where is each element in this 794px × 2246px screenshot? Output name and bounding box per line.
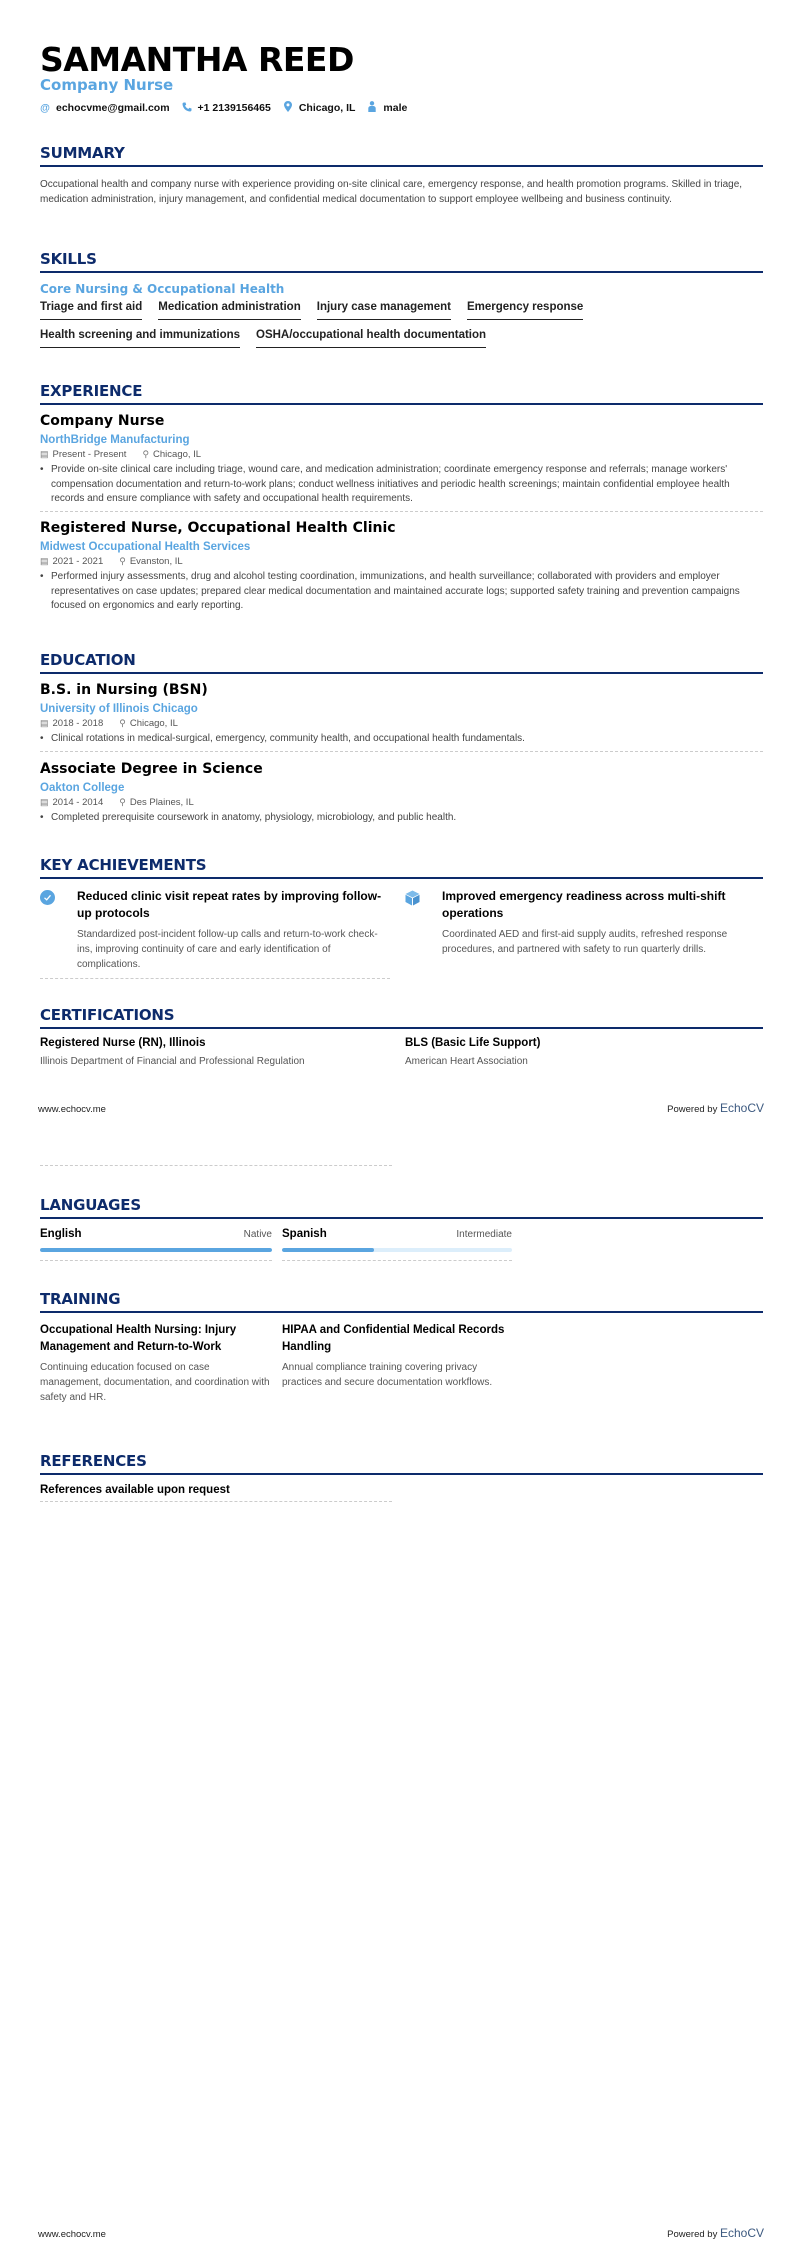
experience-entry [40, 413, 763, 512]
bullet-text: Provide on-site clinical care including triage, wound care, and medication administration; coordinate emergency response and referrals; manage workers' compensation documentation and return-to-work plans; conduct wellness initiatives and periodic health screenings; maintain confidential employee health records and ensure compliance with safety and occupational health requirements. [51, 464, 730, 504]
brand-name: EchoCV [719, 2226, 764, 2240]
check-circle-icon [40, 890, 55, 905]
training-item [40, 1322, 272, 1405]
training-title: HIPAA and Confidential Medical Records Handling [282, 1324, 505, 1353]
skill-tag: OSHA/occupational health documentation [256, 329, 486, 348]
entry-meta [40, 797, 763, 808]
language-name: Spanish [282, 1228, 327, 1240]
education-entry [40, 682, 763, 752]
footer-powered-by[interactable] [667, 1101, 764, 1115]
bullet-item [40, 732, 763, 747]
certification-item [40, 1037, 380, 1067]
job-title: Company Nurse [40, 413, 165, 429]
section-title-languages: LANGUAGES [40, 1196, 763, 1219]
map-pin-icon: ⚲ [119, 556, 126, 566]
powered-by-text: Powered by [667, 2229, 718, 2240]
education-entry [40, 761, 763, 826]
proficiency-fill [282, 1248, 374, 1252]
footer-site-link[interactable]: www.echocv.me [38, 2229, 106, 2240]
bullet-dot: • [40, 571, 44, 582]
skill-tag: Health screening and immunizations [40, 329, 240, 348]
section-title-certifications: CERTIFICATIONS [40, 1006, 763, 1029]
contact-gender [367, 101, 407, 115]
school-name: Oakton College [40, 782, 125, 794]
degree-title: B.S. in Nursing (BSN) [40, 682, 208, 698]
language-item [282, 1228, 512, 1261]
training-title: Occupational Health Nursing: Injury Management and Return-to-Work [40, 1324, 237, 1353]
achievement-desc: Standardized post-incident follow-up calls and return-to-work check-ins, improving continuity of care and early identification of complications. [77, 929, 378, 970]
achievement-item [40, 888, 390, 979]
training-desc: Continuing education focused on case management, documentation, and coordination with safety and HR. [40, 1362, 270, 1403]
footer-powered-by[interactable] [667, 2226, 764, 2240]
proficiency-bar [282, 1248, 512, 1252]
footer-site-link[interactable]: www.echocv.me [38, 1104, 106, 1115]
language-name: English [40, 1228, 82, 1240]
summary-text: Occupational health and company nurse with experience providing on-site clinical care, emergency response, and health promotion programs. Skilled in triage, medication administration, injury management, and confidential medical documentation to support employee wellbeing and business continuity. [40, 179, 743, 205]
date-range [40, 797, 103, 808]
section-title-education: EDUCATION [40, 651, 763, 674]
phone-text: +1 2139156465 [197, 102, 271, 114]
email-text: echocvme@gmail.com [56, 102, 170, 114]
calendar-icon: ▤ [40, 797, 49, 807]
contact-bar [40, 101, 407, 115]
skill-tag: Triage and first aid [40, 301, 142, 320]
language-item [40, 1228, 272, 1261]
powered-by-text: Powered by [667, 1104, 718, 1115]
location-text: Evanston, IL [129, 556, 183, 567]
divider [40, 1260, 272, 1261]
contact-email[interactable] [40, 102, 170, 114]
divider [40, 511, 763, 512]
date-range [40, 556, 103, 567]
location [142, 449, 201, 460]
calendar-icon: ▤ [40, 449, 49, 459]
contact-location [283, 101, 356, 115]
section-title-training: TRAINING [40, 1290, 763, 1313]
bullet-text: Clinical rotations in medical-surgical, emergency, community health, and occupational health fundamentals. [51, 733, 525, 744]
at-icon: @ [40, 102, 50, 114]
language-level: Native [243, 1229, 272, 1240]
location-text: Chicago, IL [298, 102, 356, 114]
certification-item [405, 1037, 745, 1067]
company-name: NorthBridge Manufacturing [40, 434, 190, 446]
map-pin-icon: ⚲ [142, 449, 150, 459]
section-title-references: REFERENCES [40, 1452, 763, 1475]
date-text: 2018 - 2018 [52, 718, 104, 729]
entry-meta [40, 449, 763, 460]
certification-issuer: Illinois Department of Financial and Professional Regulation [40, 1056, 305, 1067]
candidate-role: Company Nurse [40, 76, 174, 94]
bullet-item [40, 463, 763, 507]
location-text: Des Plaines, IL [129, 797, 194, 808]
experience-entry [40, 520, 763, 614]
degree-title: Associate Degree in Science [40, 761, 263, 777]
candidate-name: SAMANTHA REED [40, 40, 354, 79]
map-pin-icon: ⚲ [119, 718, 126, 728]
gender-text: male [383, 102, 408, 114]
date-range [40, 449, 126, 460]
date-text: Present - Present [52, 449, 127, 460]
achievement-item [405, 888, 755, 957]
certification-title: BLS (Basic Life Support) [405, 1037, 541, 1049]
calendar-icon: ▤ [40, 718, 49, 728]
skill-tag: Emergency response [467, 301, 583, 320]
section-title-summary: SUMMARY [40, 144, 763, 167]
location-text: Chicago, IL [153, 449, 202, 460]
entry-meta [40, 556, 763, 567]
cube-icon [405, 890, 420, 905]
location [119, 718, 178, 729]
divider [40, 1165, 392, 1166]
references-text: References available upon request [40, 1484, 392, 1502]
user-icon [367, 101, 377, 115]
bullet-dot: • [40, 733, 44, 744]
training-desc: Annual compliance training covering privacy practices and secure documentation workflows. [282, 1362, 493, 1388]
date-text: 2014 - 2014 [52, 797, 104, 808]
proficiency-bar [40, 1248, 272, 1252]
phone-icon [182, 102, 192, 115]
divider [282, 1260, 512, 1261]
section-title-achievements: KEY ACHIEVEMENTS [40, 856, 763, 879]
bullet-item [40, 570, 763, 614]
location-text: Chicago, IL [129, 718, 178, 729]
language-level: Intermediate [456, 1229, 512, 1240]
divider [40, 978, 390, 979]
skills-list [40, 301, 763, 348]
job-title: Registered Nurse, Occupational Health Clinic [40, 520, 396, 536]
achievement-title: Improved emergency readiness across multi-shift operations [442, 889, 726, 920]
company-name: Midwest Occupational Health Services [40, 541, 251, 553]
map-pin-icon: ⚲ [119, 797, 126, 807]
map-pin-icon [283, 101, 293, 115]
entry-meta [40, 718, 763, 729]
skill-tag: Medication administration [158, 301, 301, 320]
location [119, 797, 194, 808]
proficiency-fill [40, 1248, 272, 1252]
section-title-skills: SKILLS [40, 250, 763, 273]
skill-tag: Injury case management [317, 301, 451, 320]
skills-category: Core Nursing & Occupational Health [40, 282, 285, 296]
divider [40, 751, 763, 752]
achievement-title: Reduced clinic visit repeat rates by improving follow-up protocols [77, 889, 382, 920]
date-text: 2021 - 2021 [52, 556, 104, 567]
location [119, 556, 182, 567]
school-name: University of Illinois Chicago [40, 703, 198, 715]
bullet-item [40, 811, 763, 826]
contact-phone[interactable] [182, 102, 271, 115]
bullet-dot: • [40, 464, 44, 475]
bullet-text: Performed injury assessments, drug and alcohol testing coordination, immunizations, and health surveillance; collaborated with providers and employer representatives on case updates; prepared clear medical documentation and maintained accurate logs; supported safety training and prevention campaigns focused on ergonomics and early reporting. [51, 571, 740, 611]
date-range [40, 718, 103, 729]
certification-issuer: American Heart Association [405, 1056, 528, 1067]
calendar-icon: ▤ [40, 556, 49, 566]
bullet-dot: • [40, 812, 44, 823]
bullet-text: Completed prerequisite coursework in anatomy, physiology, microbiology, and public health. [51, 812, 457, 823]
training-item [282, 1322, 514, 1390]
brand-name: EchoCV [719, 1101, 764, 1115]
achievement-desc: Coordinated AED and first-aid supply audits, refreshed response procedures, and partnered with safety to run quarterly drills. [442, 929, 728, 955]
section-title-experience: EXPERIENCE [40, 382, 763, 405]
certification-title: Registered Nurse (RN), Illinois [40, 1037, 206, 1049]
